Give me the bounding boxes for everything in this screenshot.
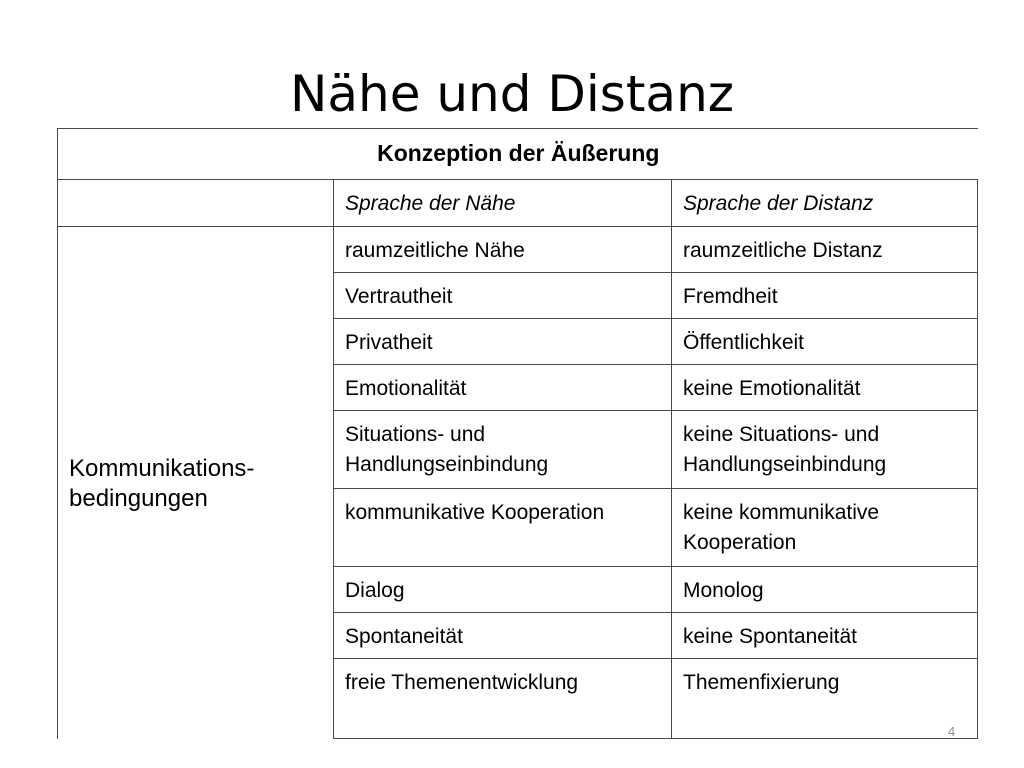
cell-near: Vertrautheit <box>334 273 672 319</box>
slide-number: 4 <box>948 724 956 739</box>
cell-near: Emotionalität <box>334 365 672 411</box>
cell-near: Spontaneität <box>334 613 672 659</box>
cell-far: Fremdheit <box>672 273 978 319</box>
row-group-label: Kommunikations-bedingungen <box>58 227 334 739</box>
cell-far: keine Emotionalität <box>672 365 978 411</box>
table-row <box>58 227 978 273</box>
cell-far: Monolog <box>672 567 978 613</box>
column-header-near: Sprache der Nähe <box>334 180 672 227</box>
cell-far: keine Spontaneität <box>672 613 978 659</box>
empty-corner-cell <box>58 180 334 227</box>
cell-near: kommunikative Kooperation <box>334 489 672 567</box>
cell-near: Situations- und Handlungseinbindung <box>334 411 672 489</box>
cell-near: Dialog <box>334 567 672 613</box>
column-header-row <box>58 180 978 227</box>
cell-near: freie Themenentwicklung <box>334 659 672 739</box>
column-header-far: Sprache der Distanz <box>672 180 978 227</box>
cell-far: Öffentlichkeit <box>672 319 978 365</box>
cell-far: keine kommunikative Kooperation <box>672 489 978 567</box>
slide-title: Nähe und Distanz <box>289 65 735 123</box>
cell-far: raumzeitliche Distanz <box>672 227 978 273</box>
cell-far: Themenfixierung <box>672 659 978 739</box>
cell-far: keine Situations- und Handlungseinbindung <box>672 411 978 489</box>
table-header-row <box>58 129 978 180</box>
cell-near: Privatheit <box>334 319 672 365</box>
table-header: Konzeption der Äußerung <box>58 129 978 180</box>
cell-near: raumzeitliche Nähe <box>334 227 672 273</box>
comparison-table <box>57 128 978 739</box>
